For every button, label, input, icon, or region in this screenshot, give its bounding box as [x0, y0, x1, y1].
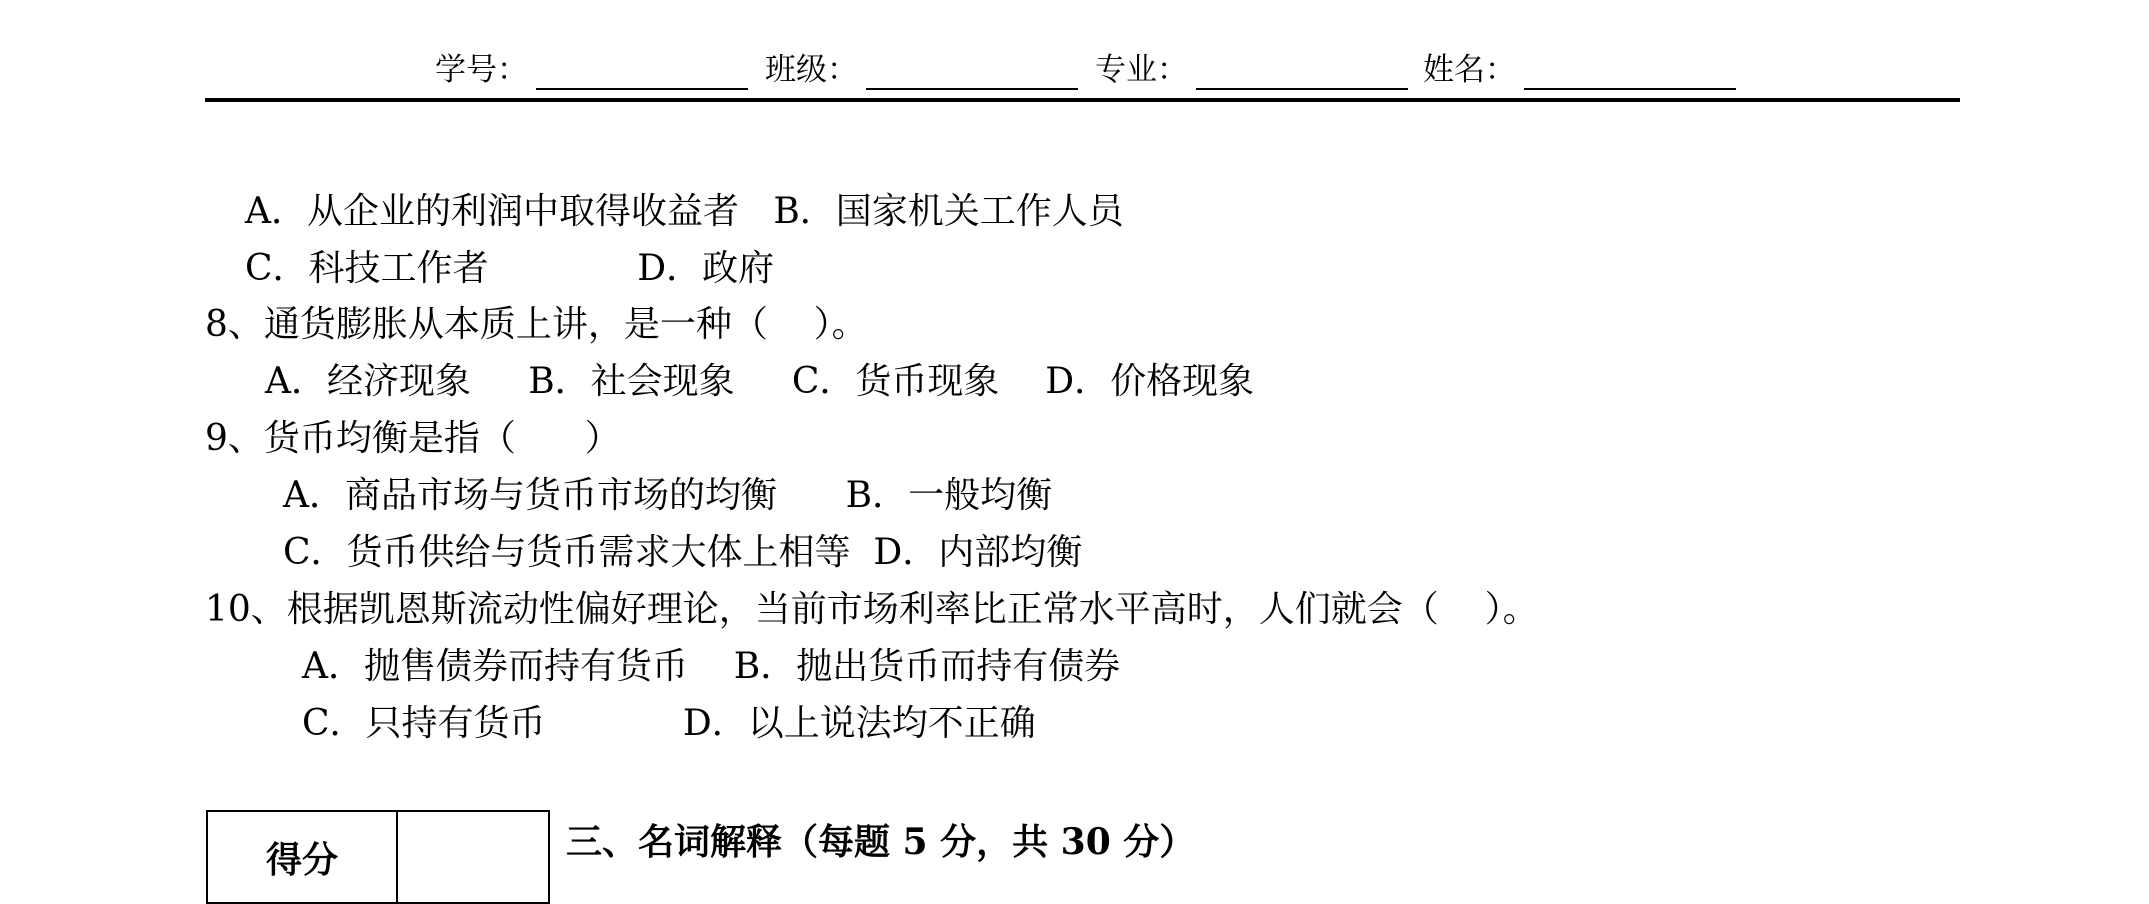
class-label: 班级：	[765, 52, 858, 88]
class-blank	[866, 54, 1078, 90]
name-blank	[1524, 54, 1736, 90]
class-field	[765, 50, 1078, 90]
major-field	[1095, 50, 1408, 90]
student-id-label: 学号：	[435, 52, 528, 88]
section-title: 三、名词解释（每题 5 分，共 30 分）	[566, 821, 1196, 863]
student-info-header	[205, 50, 1960, 102]
name-field	[1423, 50, 1736, 90]
q10-options-cd: C．只持有货币 D．以上说法均不正确	[302, 703, 1036, 744]
question-10: 10、根据凯恩斯流动性偏好理论，当前市场利率比正常水平高时，人们就会（ ）。	[205, 589, 1539, 630]
question-9: 9、货币均衡是指（ ）	[205, 418, 621, 459]
q9-options-ab: A．商品市场与货币市场的均衡 B．一般均衡	[283, 475, 1053, 516]
question-8: 8、通货膨胀从本质上讲，是一种（ ）。	[205, 304, 868, 345]
student-id-blank	[536, 54, 748, 90]
major-label: 专业：	[1095, 52, 1188, 88]
q7-options-ab: A．从企业的利润中取得收益者 B．国家机关工作人员	[245, 191, 1124, 232]
score-label: 得分	[207, 811, 397, 903]
q8-options: A．经济现象 B．社会现象 C．货币现象 D．价格现象	[265, 361, 1255, 402]
student-id-field	[435, 50, 748, 90]
name-label: 姓名：	[1423, 52, 1516, 88]
q9-options-cd: C．货币供给与货币需求大体上相等 D．内部均衡	[283, 532, 1083, 573]
major-blank	[1196, 54, 1408, 90]
q10-options-ab: A．抛售债券而持有货币 B．抛出货币而持有债券	[302, 646, 1121, 687]
score-value-cell	[397, 811, 549, 903]
score-table	[206, 810, 550, 904]
q7-options-cd: C．科技工作者 D．政府	[245, 248, 775, 289]
